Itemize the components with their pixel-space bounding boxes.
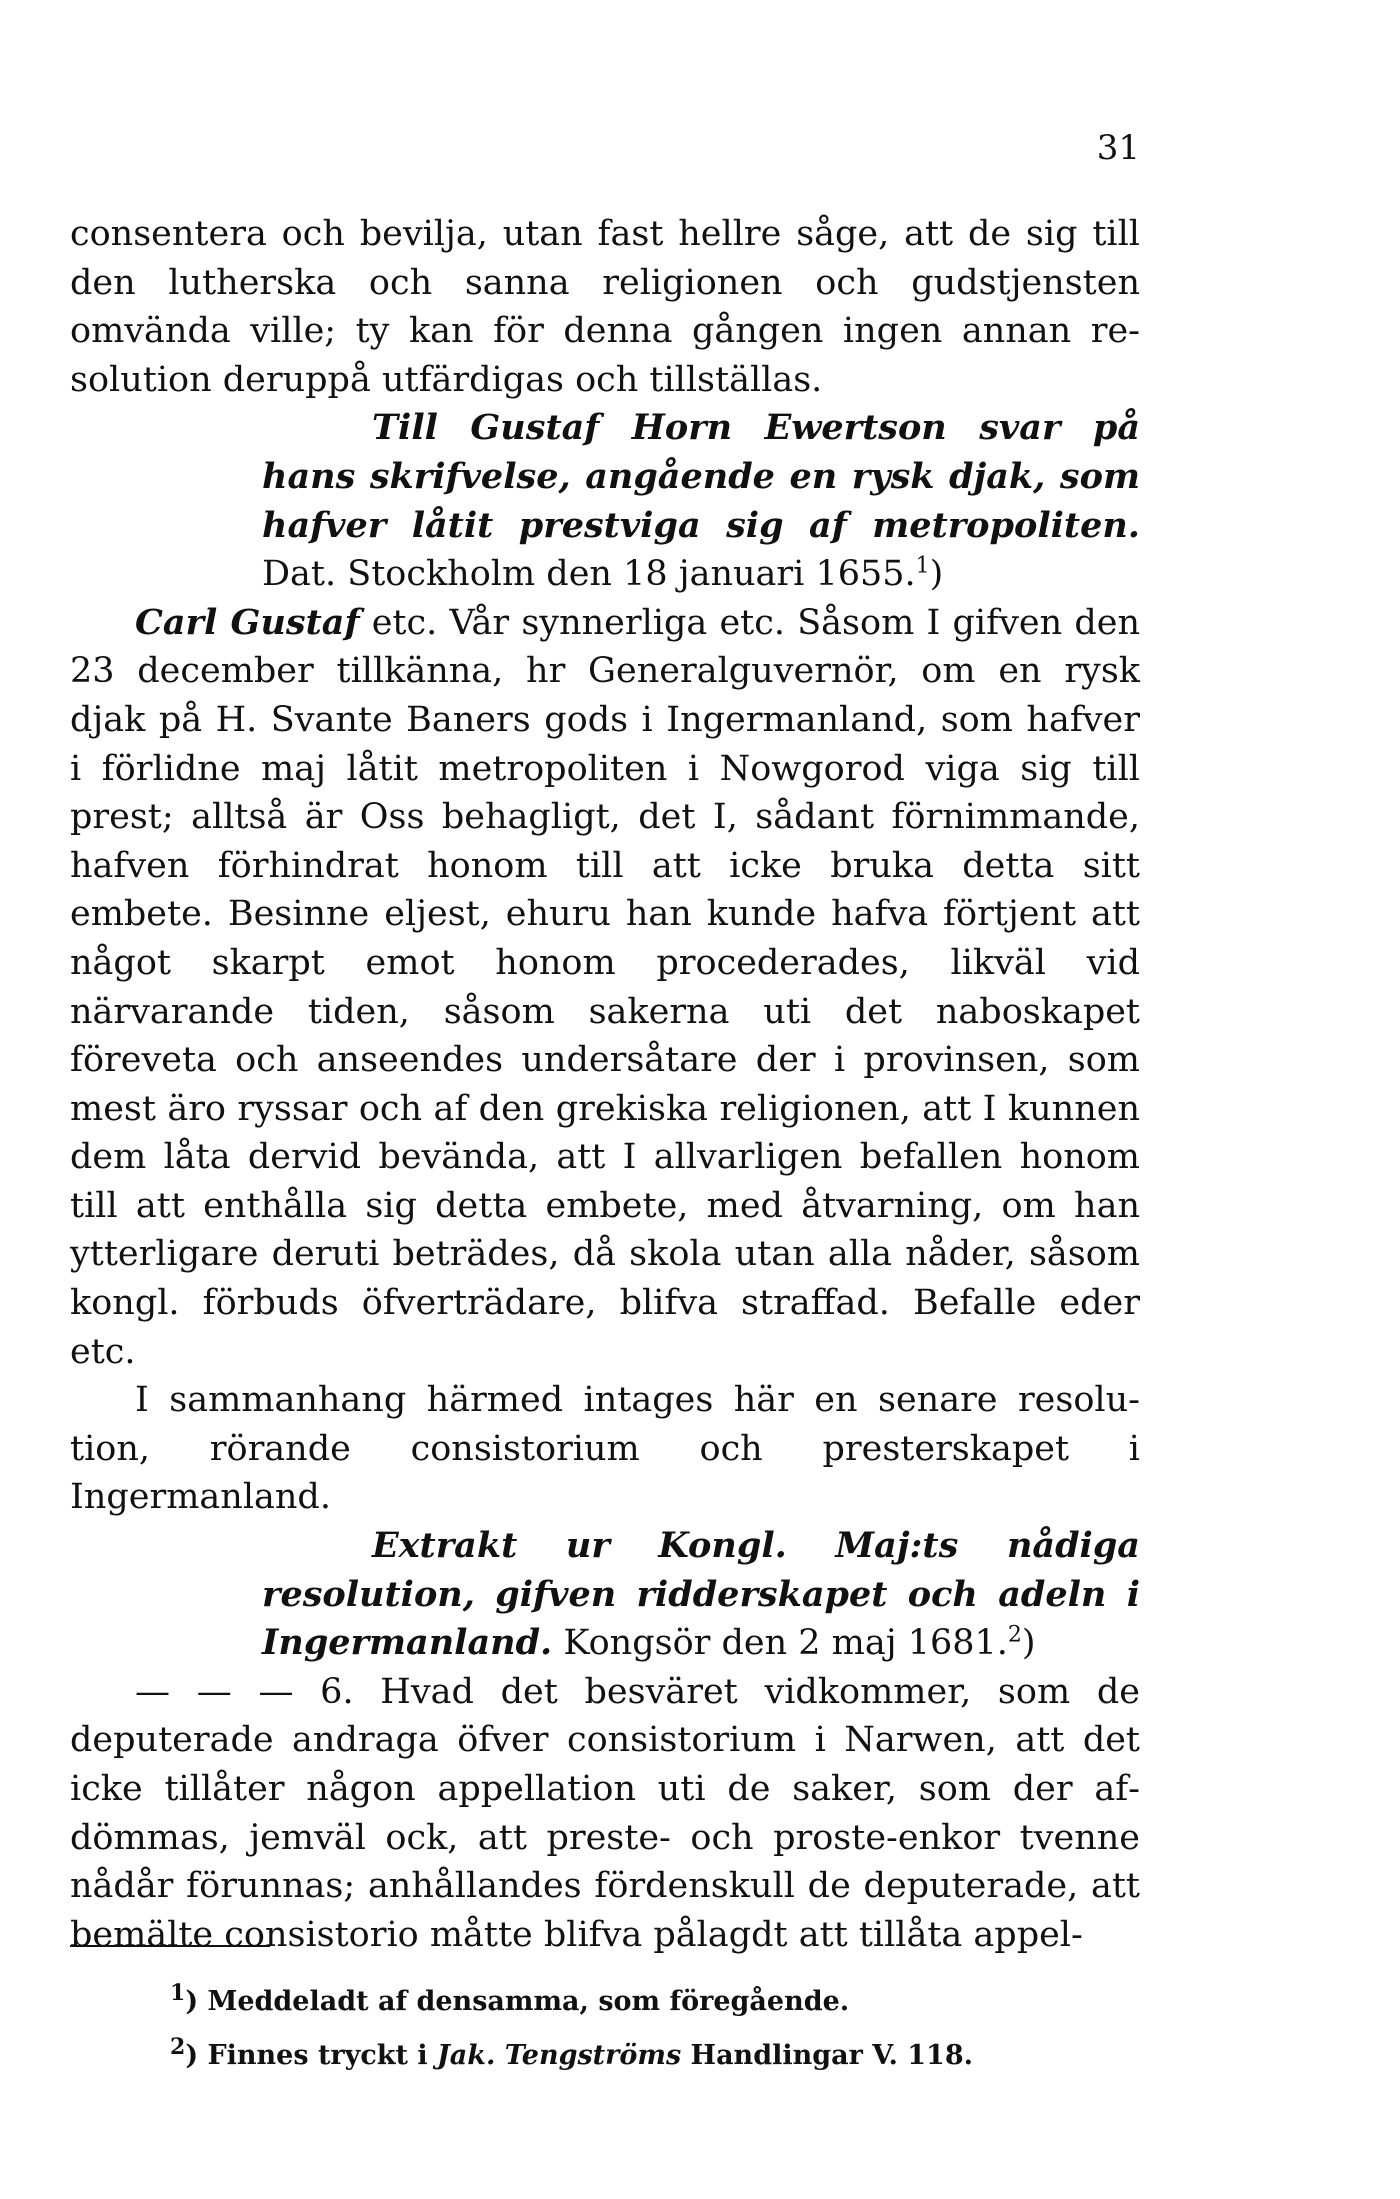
letter-body: [70, 599, 1140, 1377]
footnote-1-text: ) Meddeladt af densamma, som föregående.: [185, 1986, 850, 2017]
footnotes: [170, 1975, 1070, 2083]
footnote-1: [170, 1975, 1070, 2029]
letter-heading: Till Gustaf Horn Ewertson svar på hans skrifvelse, angående en rysk djak, som hafver låtit prestviga sig af metropoliten. Dat. Stockholm den 18 januari 1655.$^1$): [262, 407, 1140, 595]
paragraph-continuation: consentera och bevilja, utan fast hellre såge, att de sig till den lutherska och sanna religionen och gudstjensten omvända ville; ty kan för denna gången ingen annan resolution deruppå utfärdigas och tillställas.: [70, 214, 1140, 400]
body-text: [70, 210, 1140, 1959]
heading-date: Dat. Stockholm den 18 januari 1655.: [262, 554, 916, 595]
footnote-ref-2: 2: [1007, 1622, 1022, 1648]
resolution-heading-italic: Extrakt ur Kongl. Maj:ts nådiga resolution, gifven ridderskapet och adeln i Ingermanland.: [262, 1525, 1140, 1664]
paragraph-intro: I sammanhang härmed intages här en senare resolution, rörande consistorium och presterskapet i Ingermanland.: [70, 1380, 1140, 1518]
resolution-text: — — — 6. Hvad det besväret vidkommer, som de deputerade andraga öfver consistorium i Narwen, att det icke tillåter någon appellation uti de saker, som der afdömmas, jemväl ock, att preste- och proste-enkor tvenne nådår förunnas; anhållandes fördenskull de deputerade, att bemälte consistorio måtte blifva pålagdt att tillåta appel-: [70, 1671, 1140, 1955]
resolution-heading-date: Kongsör den 2 maj 1681.: [552, 1623, 1008, 1664]
book-page: [70, 0, 1140, 2199]
footnote-divider: [70, 1945, 270, 1947]
letter-salutation: Carl Gustaf: [135, 601, 360, 643]
footnote-2-pre: ) Finnes tryckt i: [185, 2040, 438, 2071]
footnote-2-mark: 2: [170, 2034, 186, 2060]
footnote-2-author: Jak. Tengströms: [437, 2040, 682, 2071]
footnote-ref-1: 1: [915, 553, 930, 579]
footnote-1-mark: 1: [170, 1980, 186, 2006]
resolution-heading: Extrakt ur Kongl. Maj:ts nådiga resolution, gifven ridderskapet och adeln i Ingermanland. Kongsör den 2 maj 1681.$^2$): [262, 1525, 1140, 1664]
heading-italic: Till Gustaf Horn Ewertson svar på hans skrifvelse, angående en rysk djak, som hafver låtit prestviga sig af metropoliten.: [262, 407, 1140, 546]
footnote-2: [170, 2029, 1070, 2083]
letter-text: etc. Vår synnerliga etc. Såsom I gifven den 23 december tillkänna, hr Generalguvernör, om en rysk djak på H. Svante Baners gods i Ingermanland, som hafver i förlidne maj låtit metropoliten i Nowgorod viga sig till prest; alltså är Oss behagligt, det I, sådant förnimmande, hafven förhindrat honom till att icke bruka detta sitt embete. Besinne eljest, ehuru han kunde hafva förtjent att något skarpt emot honom procederades, likväl vid närvarande tiden, såsom sakerna uti det naboskapet föreveta och anseendes undersåtare der i provinsen, som mest äro ryssar och af den grekiska religionen, att I kunnen dem låta dervid bevända, att I allvarligen befallen honom till att enthålla sig detta embete, med åtvarning, om han ytterligare deruti beträdes, då skola utan alla nåder, såsom kongl. förbuds öfverträdare, blifva straffad. Befalle eder etc.: [70, 602, 1140, 1372]
footnote-2-post: Handlingar V. 118.: [681, 2040, 974, 2071]
page-number: 31: [1096, 128, 1140, 168]
